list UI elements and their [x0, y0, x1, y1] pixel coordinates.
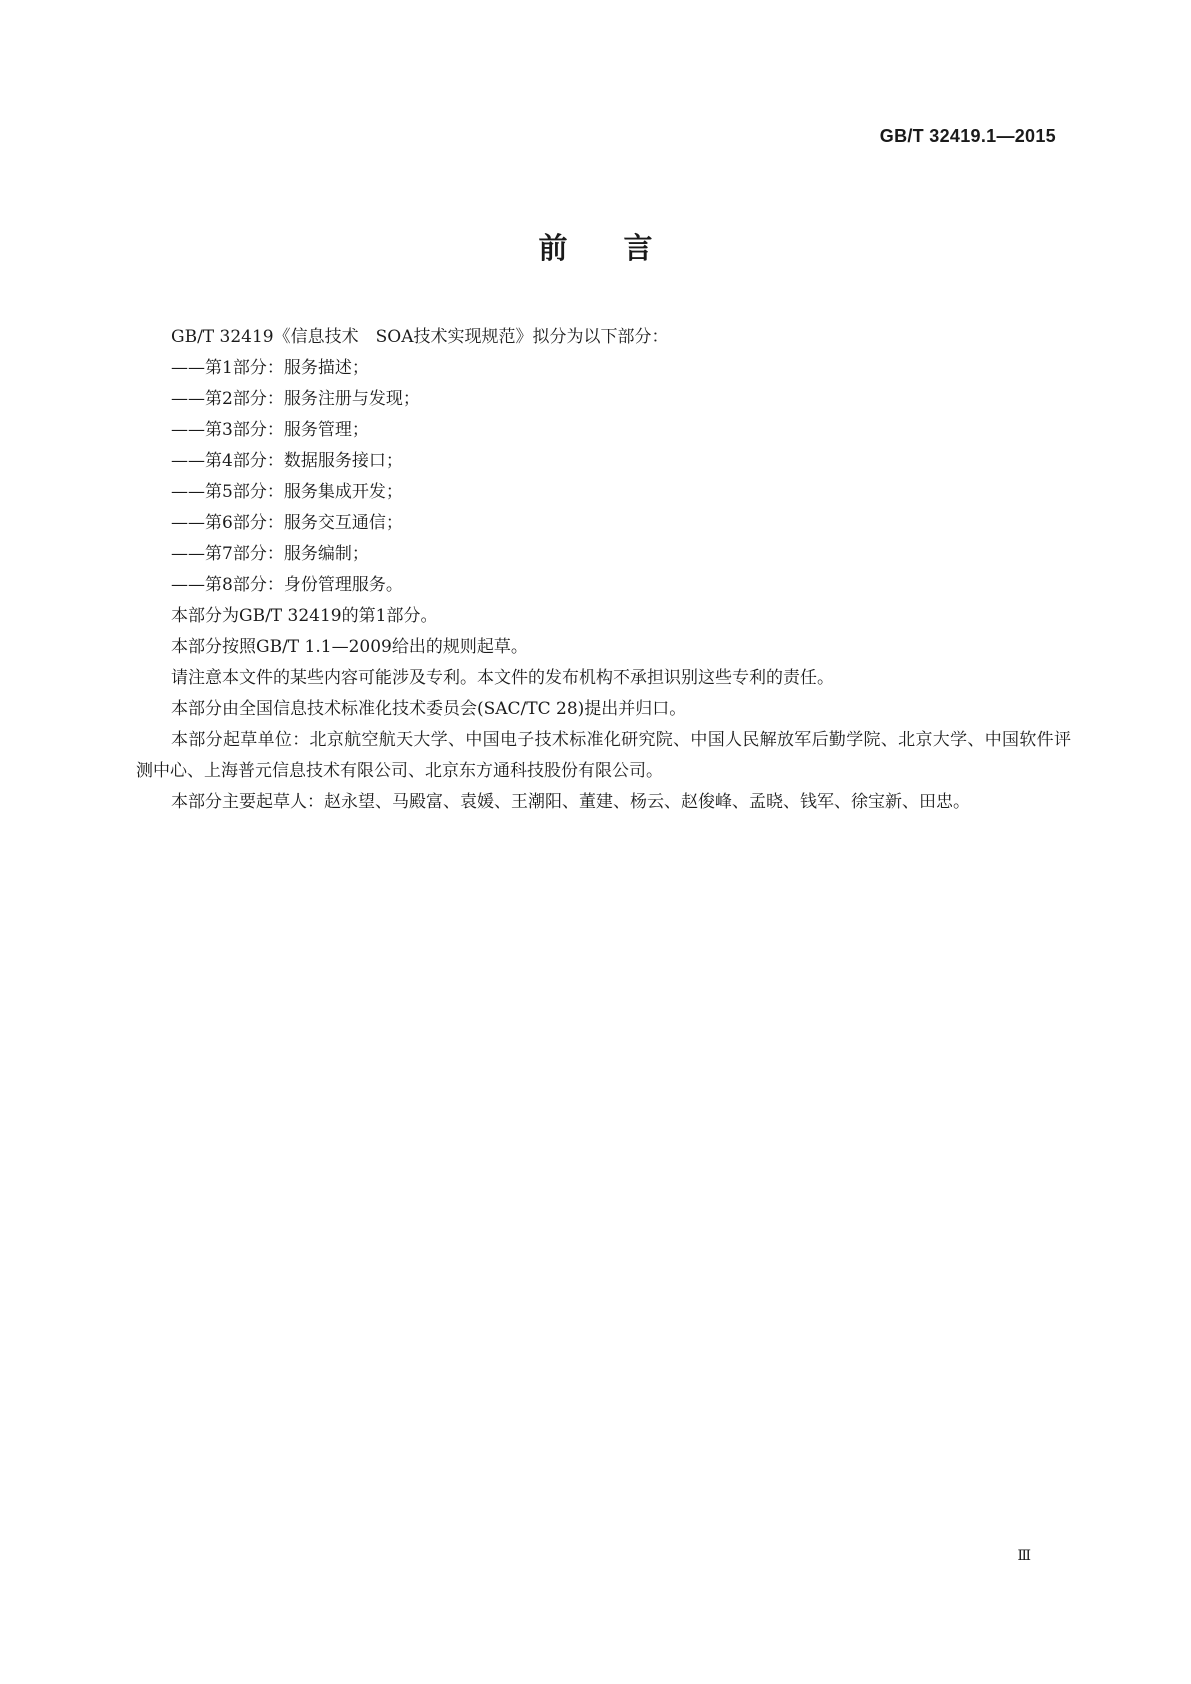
part-list-item: ——第7部分：服务编制； [171, 544, 369, 564]
part-list-item: ——第1部分：服务描述； [171, 358, 369, 378]
part-list-item: ——第4部分：数据服务接口； [171, 451, 403, 471]
foreword-body [136, 322, 1071, 818]
part-list-item: ——第2部分：服务注册与发现； [171, 389, 420, 409]
page-title [0, 226, 1191, 267]
part-list-item: ——第6部分：服务交互通信； [171, 513, 403, 533]
title-char-1: 前 [538, 231, 568, 265]
part-statement-paragraph: 本部分为GB/T 32419的第1部分。 [171, 606, 438, 626]
intro-paragraph: GB/T 32419《信息技术 SOA技术实现规范》拟分为以下部分： [171, 327, 669, 347]
drafting-rules-paragraph: 本部分按照GB/T 1.1—2009给出的规则起草。 [171, 637, 528, 657]
patent-notice-paragraph: 请注意本文件的某些内容可能涉及专利。本文件的发布机构不承担识别这些专利的责任。 [171, 668, 834, 688]
page-number: Ⅲ [1017, 1548, 1031, 1564]
committee-paragraph: 本部分由全国信息技术标准化技术委员会(SAC/TC 28)提出并归口。 [171, 699, 687, 719]
part-list-item: ——第8部分：身份管理服务。 [171, 575, 403, 595]
drafters-paragraph: 本部分主要起草人：赵永望、马殿富、袁媛、王潮阳、董建、杨云、赵俊峰、孟晓、钱军、徐宝新、田忠。 [171, 792, 970, 812]
title-char-2: 言 [623, 231, 653, 265]
part-list-item: ——第3部分：服务管理； [171, 420, 369, 440]
drafting-units-paragraph: 本部分起草单位：北京航空航天大学、中国电子技术标准化研究院、中国人民解放军后勤学院、北京大学、中国软件评测中心、上海普元信息技术有限公司、北京东方通科技股份有限公司。 [136, 730, 1071, 781]
part-list-item: ——第5部分：服务集成开发； [171, 482, 403, 502]
document-code: GB/T 32419.1—2015 [879, 126, 1056, 146]
